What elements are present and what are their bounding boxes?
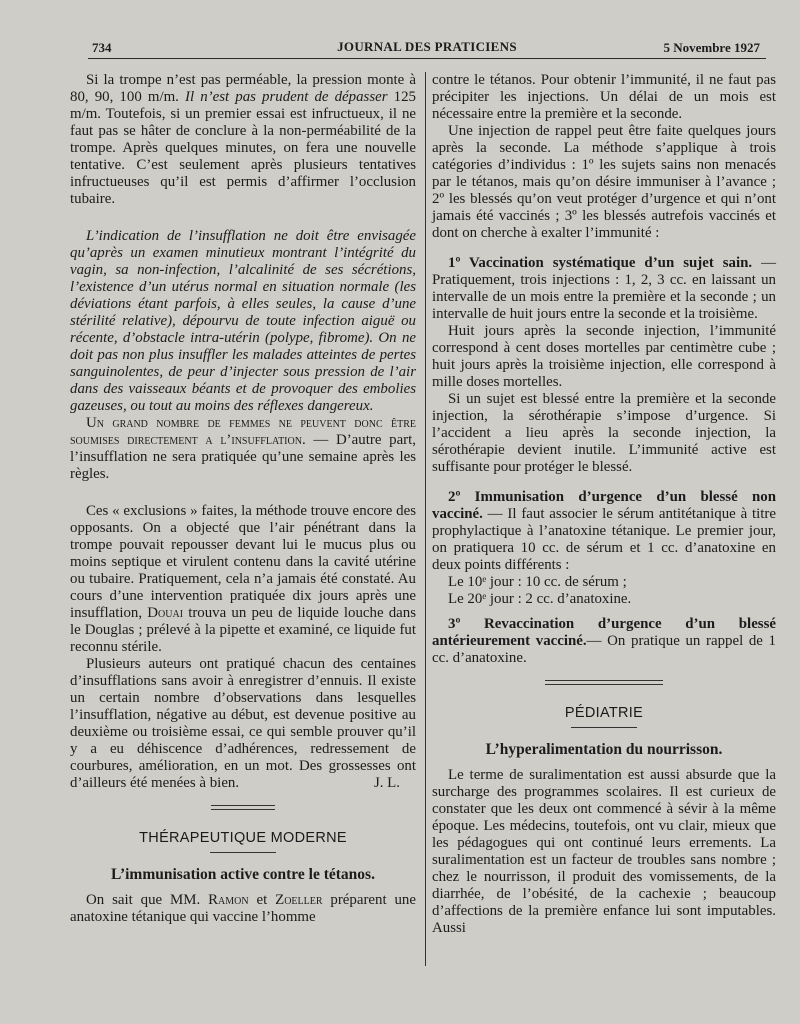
paragraph-indication: L’indication de l’insufflation ne doit être envisagée qu’après un examen minutieux montrant l’intégrité du vagin, sa non-infection, l’alcalinité de ses sécrétions, l’existence d’un utérus normal en situation normale (les déviations étant parfois, à elles seules, la cause d’une stérilité relative), dépourvu de toute infection aiguë ou récente, d’obstacle intra-utérin (polype, fibrome). On ne doit pas non plus insuffler les malades atteintes de pertes sanguinolentes, de peur d’injecter sous pression de l’air dans des vaisseaux béants et de provoquer des embolies gazeuses, ou tout au moins des réflexes dangereux. <box>70 228 416 414</box>
section-heading: THÉRAPEUTIQUE MODERNE <box>139 830 347 846</box>
paragraph-revaccination: 3º Revaccination d’urgence d’un blessé antérieurement vacciné.— On pratique un rappel de 1 cc. d’anatoxine. <box>432 616 776 666</box>
issue-date: 5 Novembre 1927 <box>663 40 760 55</box>
paragraph-vaccination: 1º Vaccination systématique d’un sujet sain. — Pratiquement, trois injections : 1, 2, 3 cc. en laissant un intervalle de un mois entre la première et la seconde ; un intervalle de huit jours entre la seconde et la troisième. <box>432 255 776 322</box>
paragraph-exclusion: Un grand nombre de femmes ne peuvent donc être soumises directement a l’insufflation. — D’autre part, l’insufflation ne sera pratiquée qu’une semaine après les règles. <box>70 415 416 482</box>
paragraph-continuation: contre le tétanos. Pour obtenir l’immunité, il ne faut pas précipiter les injections. Un délai de un mois est nécessaire entre la première et la seconde. <box>432 72 776 122</box>
paragraph-immunite: Huit jours après la seconde injection, l’immunité correspond à cent doses mortelles par centimètre cube ; huit jours après la troisième injection, elle correspond à mille doses mortelles. <box>432 323 776 390</box>
paragraph-categories: Une injection de rappel peut être faite quelques jours après la seconde. La méthode s’applique à trois catégories d’individus : 1º les sujets sains non menacés par le tétanos, mais qu’on désire immuniser à l’avance ; 2º les blessés qu’on veut protéger d’urgence et qui n’ont jamais été vaccinés ; 3º les blessés autrefois vaccinés et dont on cherche à exalter l’immunité : <box>432 123 776 241</box>
running-header <box>88 38 766 59</box>
dose-line-2: Le 20ᵉ jour : 2 cc. d’anatoxine. <box>448 591 632 607</box>
left-column <box>70 72 416 926</box>
paragraph-pressure: Si la trompe n’est pas perméable, la pression monte à 80, 90, 100 m/m. Il n’est pas prudent de dépasser 125 m/m. Toutefois, si un premier essai est infructueux, il ne faut pas se hâter de conclure à la non-perméabilité de la trompe. Après quelques minutes, on fera une nouvelle tentative. C’est seulement après plusieurs tentatives infructueuses qu’il est permis d’affirmer l’occlusion tubaire. <box>70 72 417 207</box>
article-title: L’immunisation active contre le tétanos. <box>111 866 375 883</box>
paragraph-urgence: 2º Immunisation d’urgence d’un blessé non vacciné. — Il faut associer le sérum antitétanique à titre prophylactique à l’anatoxine tétanique. Le premier jour, on pratiquera 10 cc. de sérum et 1 cc. d’anatoxine en deux points différents : <box>432 489 776 573</box>
column-divider <box>425 72 426 966</box>
paragraph-suralimentation: Le terme de suralimentation est aussi absurde que la surcharge des programmes scolaires. Il est curieux de constater que les deux ont commencé à sévir à la même époque. Les médecins, toutefois, ont vu clair, mieux que les pédagogues qui ont continué leurs errements. La suralimentation est un facteur de troubles sans nombre ; chez le nourrisson, il produit des vomissements, de la diarrhée, de l’obésité, de la cachexie ; beaucoup d’affections de la première enfance lui sont imputables. Aussi <box>432 767 776 936</box>
author-signature: J. L. <box>373 775 400 791</box>
right-column <box>432 72 776 937</box>
paragraph-auteurs: Plusieurs auteurs ont pratiqué chacun des centaines d’insufflations sans avoir à enregistrer d’ennuis. Il existe un certain nombre d’observations dans lesquelles l’insufflation, négative au début, est devenue positive au deuxième ou troisième essai, ce qui semble prouver qu’il y a eu déhiscence d’adhérences, redressement de courbures, amélioration, en un mot. Des grossesses ont d’ailleurs été menées à bien. J. L. <box>70 656 416 791</box>
paragraph-opposants: Ces « exclusions » faites, la méthode trouve encore des opposants. On a objecté que l’air pénétrant dans la trompe pouvait repousser devant lui le mucus plus ou moins septique et virulent contenu dans la cavité utérine ou tubaire. Pratiquement, cela n’a jamais été constaté. Au cours d’une intervention pratiquée dix jours après une insufflation, Douai trouva un peu de liquide louche dans le Douglas ; prélevé à la pipette et examiné, ce liquide fut reconnu stérile. <box>70 503 417 655</box>
journal-title: JOURNAL DES PRATICIENS <box>337 39 517 54</box>
paragraph-blesse: Si un sujet est blessé entre la première et la seconde injection, la sérothérapie s’impose d’urgence. Si l’accident a lieu après la seconde injection, la sérothérapie devient inutile. L’immunité active est suffisante pour protéger le blessé. <box>432 391 776 475</box>
dose-line-1: Le 10ᵉ jour : 10 cc. de sérum ; <box>448 574 627 590</box>
paragraph-ramon: On sait que MM. Ramon et Zoeller préparent une anatoxine tétanique qui vaccine l’homme <box>70 892 416 925</box>
section-heading: PÉDIATRIE <box>564 705 644 721</box>
article-title: L’hyperalimentation du nourrisson. <box>485 741 723 758</box>
page-number: 734 <box>92 40 112 55</box>
